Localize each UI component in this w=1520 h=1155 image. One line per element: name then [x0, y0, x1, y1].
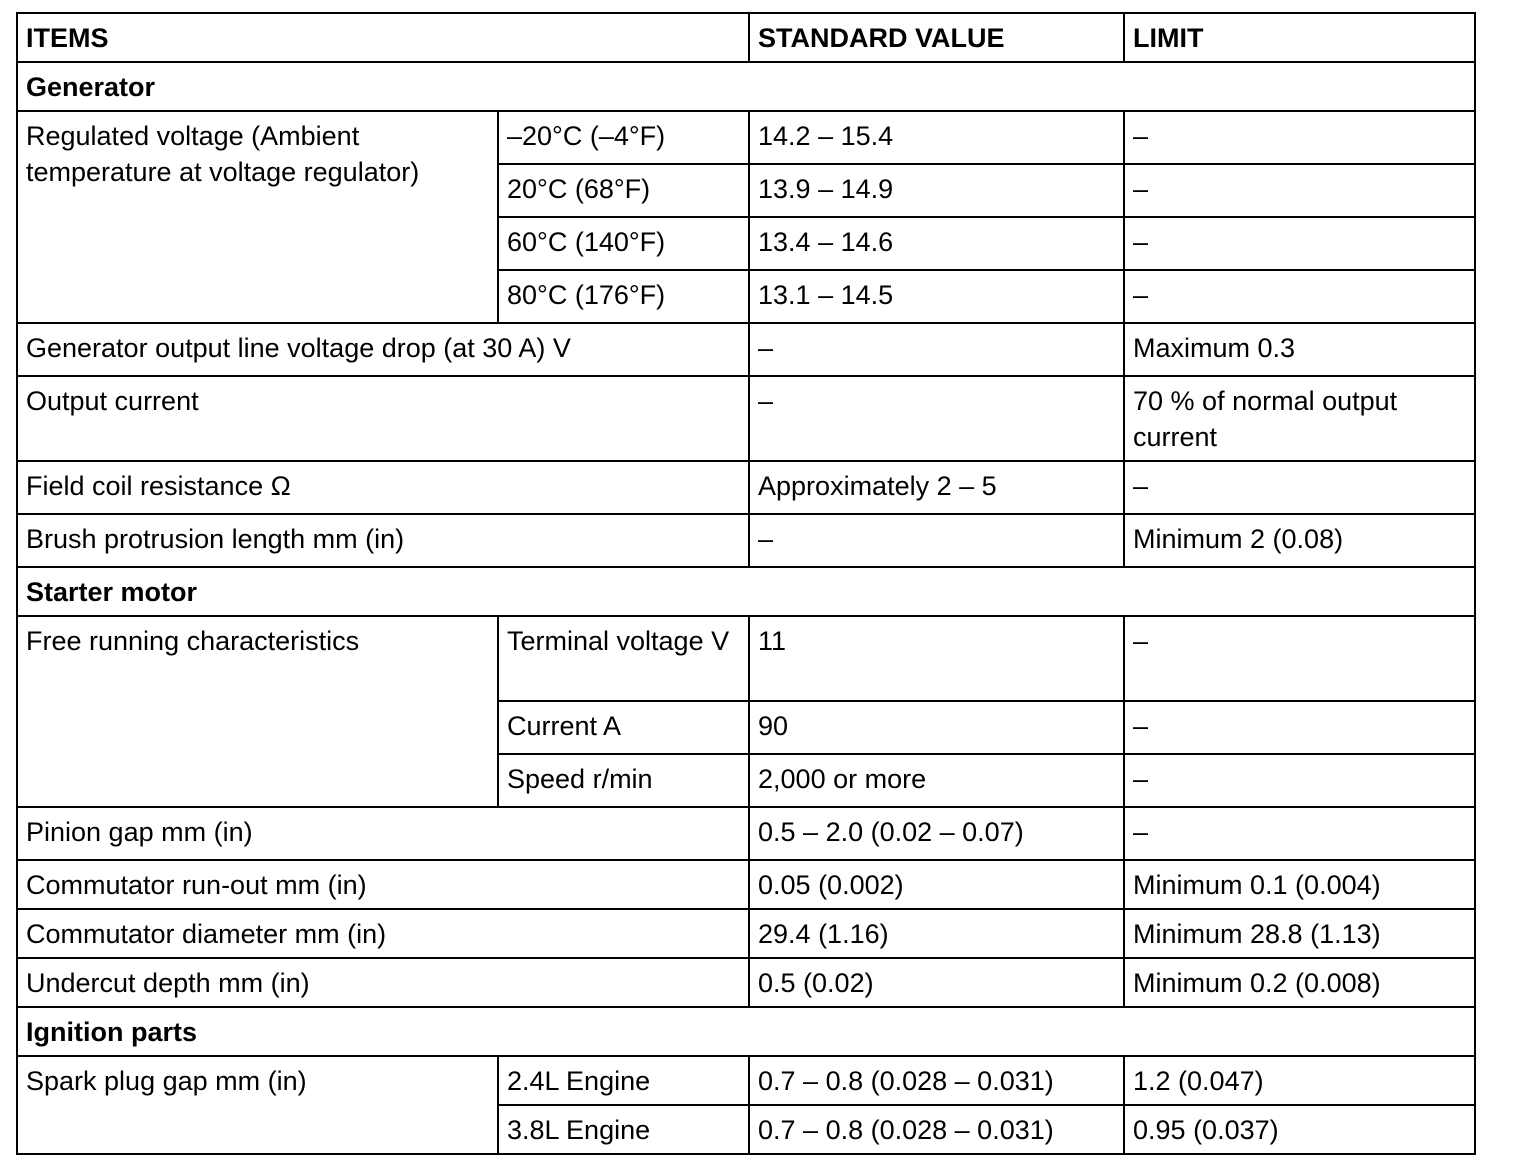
standard-cell: 14.2 – 15.4	[749, 111, 1124, 164]
engine-cell: 3.8L Engine	[498, 1105, 749, 1154]
engine-cell: 2.4L Engine	[498, 1056, 749, 1105]
item-cell: Pinion gap mm (in)	[17, 807, 749, 860]
table-row	[17, 111, 1475, 164]
item-cell: Brush protrusion length mm (in)	[17, 514, 749, 567]
sub-item-cell: Speed r/min	[498, 754, 749, 807]
limit-cell: –	[1124, 807, 1475, 860]
standard-cell: 0.05 (0.002)	[749, 860, 1124, 909]
temp-cell: 20°C (68°F)	[498, 164, 749, 217]
standard-cell: 0.5 – 2.0 (0.02 – 0.07)	[749, 807, 1124, 860]
standard-cell: 29.4 (1.16)	[749, 909, 1124, 958]
table-row	[17, 860, 1475, 909]
section-starter-motor: Starter motor	[17, 567, 1475, 616]
sub-item-cell: Terminal voltage V	[498, 616, 749, 701]
limit-cell: –	[1124, 701, 1475, 754]
limit-cell: –	[1124, 754, 1475, 807]
standard-cell: Approximately 2 – 5	[749, 461, 1124, 514]
item-cell: Commutator run-out mm (in)	[17, 860, 749, 909]
spark-plug-label: Spark plug gap mm (in)	[17, 1056, 498, 1154]
header-row	[17, 13, 1475, 62]
limit-cell: –	[1124, 461, 1475, 514]
header-limit: LIMIT	[1124, 13, 1475, 62]
item-cell: Undercut depth mm (in)	[17, 958, 749, 1007]
item-cell: Generator output line voltage drop (at 30 A) V	[17, 323, 749, 376]
limit-cell: –	[1124, 616, 1475, 701]
table-row	[17, 958, 1475, 1007]
regulated-voltage-label: Regulated voltage (Ambient temperature at voltage regulator)	[17, 111, 498, 323]
limit-cell: Maximum 0.3	[1124, 323, 1475, 376]
standard-cell: 11	[749, 616, 1124, 701]
limit-cell: 1.2 (0.047)	[1124, 1056, 1475, 1105]
standard-cell: –	[749, 376, 1124, 461]
item-cell: Field coil resistance Ω	[17, 461, 749, 514]
free-running-label: Free running characteristics	[17, 616, 498, 807]
limit-cell: –	[1124, 270, 1475, 323]
standard-cell: 0.7 – 0.8 (0.028 – 0.031)	[749, 1056, 1124, 1105]
standard-cell: 2,000 or more	[749, 754, 1124, 807]
limit-cell: 0.95 (0.037)	[1124, 1105, 1475, 1154]
standard-cell: 0.5 (0.02)	[749, 958, 1124, 1007]
limit-cell: Minimum 2 (0.08)	[1124, 514, 1475, 567]
header-items: ITEMS	[17, 13, 749, 62]
header-standard-value: STANDARD VALUE	[749, 13, 1124, 62]
limit-cell: –	[1124, 111, 1475, 164]
standard-cell: 13.1 – 14.5	[749, 270, 1124, 323]
item-cell: Commutator diameter mm (in)	[17, 909, 749, 958]
limit-cell: 70 % of normal output current	[1124, 376, 1475, 461]
limit-cell: Minimum 28.8 (1.13)	[1124, 909, 1475, 958]
temp-cell: –20°C (–4°F)	[498, 111, 749, 164]
specifications-table	[16, 12, 1476, 1155]
limit-cell: –	[1124, 164, 1475, 217]
standard-cell: 13.4 – 14.6	[749, 217, 1124, 270]
limit-cell: –	[1124, 217, 1475, 270]
standard-cell: 0.7 – 0.8 (0.028 – 0.031)	[749, 1105, 1124, 1154]
table-row	[17, 616, 1475, 701]
limit-cell: Minimum 0.1 (0.004)	[1124, 860, 1475, 909]
table-row	[17, 376, 1475, 461]
item-cell: Output current	[17, 376, 749, 461]
table-row	[17, 909, 1475, 958]
standard-cell: 90	[749, 701, 1124, 754]
table-row	[17, 323, 1475, 376]
table-row	[17, 1056, 1475, 1105]
temp-cell: 60°C (140°F)	[498, 217, 749, 270]
temp-cell: 80°C (176°F)	[498, 270, 749, 323]
section-row-ignition-parts	[17, 1007, 1475, 1056]
standard-cell: –	[749, 323, 1124, 376]
table-row	[17, 461, 1475, 514]
sub-item-cell: Current A	[498, 701, 749, 754]
section-ignition-parts: Ignition parts	[17, 1007, 1475, 1056]
limit-cell: Minimum 0.2 (0.008)	[1124, 958, 1475, 1007]
section-generator: Generator	[17, 62, 1475, 111]
standard-cell: 13.9 – 14.9	[749, 164, 1124, 217]
section-row-starter-motor	[17, 567, 1475, 616]
standard-cell: –	[749, 514, 1124, 567]
table-row	[17, 807, 1475, 860]
section-row-generator	[17, 62, 1475, 111]
table-row	[17, 514, 1475, 567]
